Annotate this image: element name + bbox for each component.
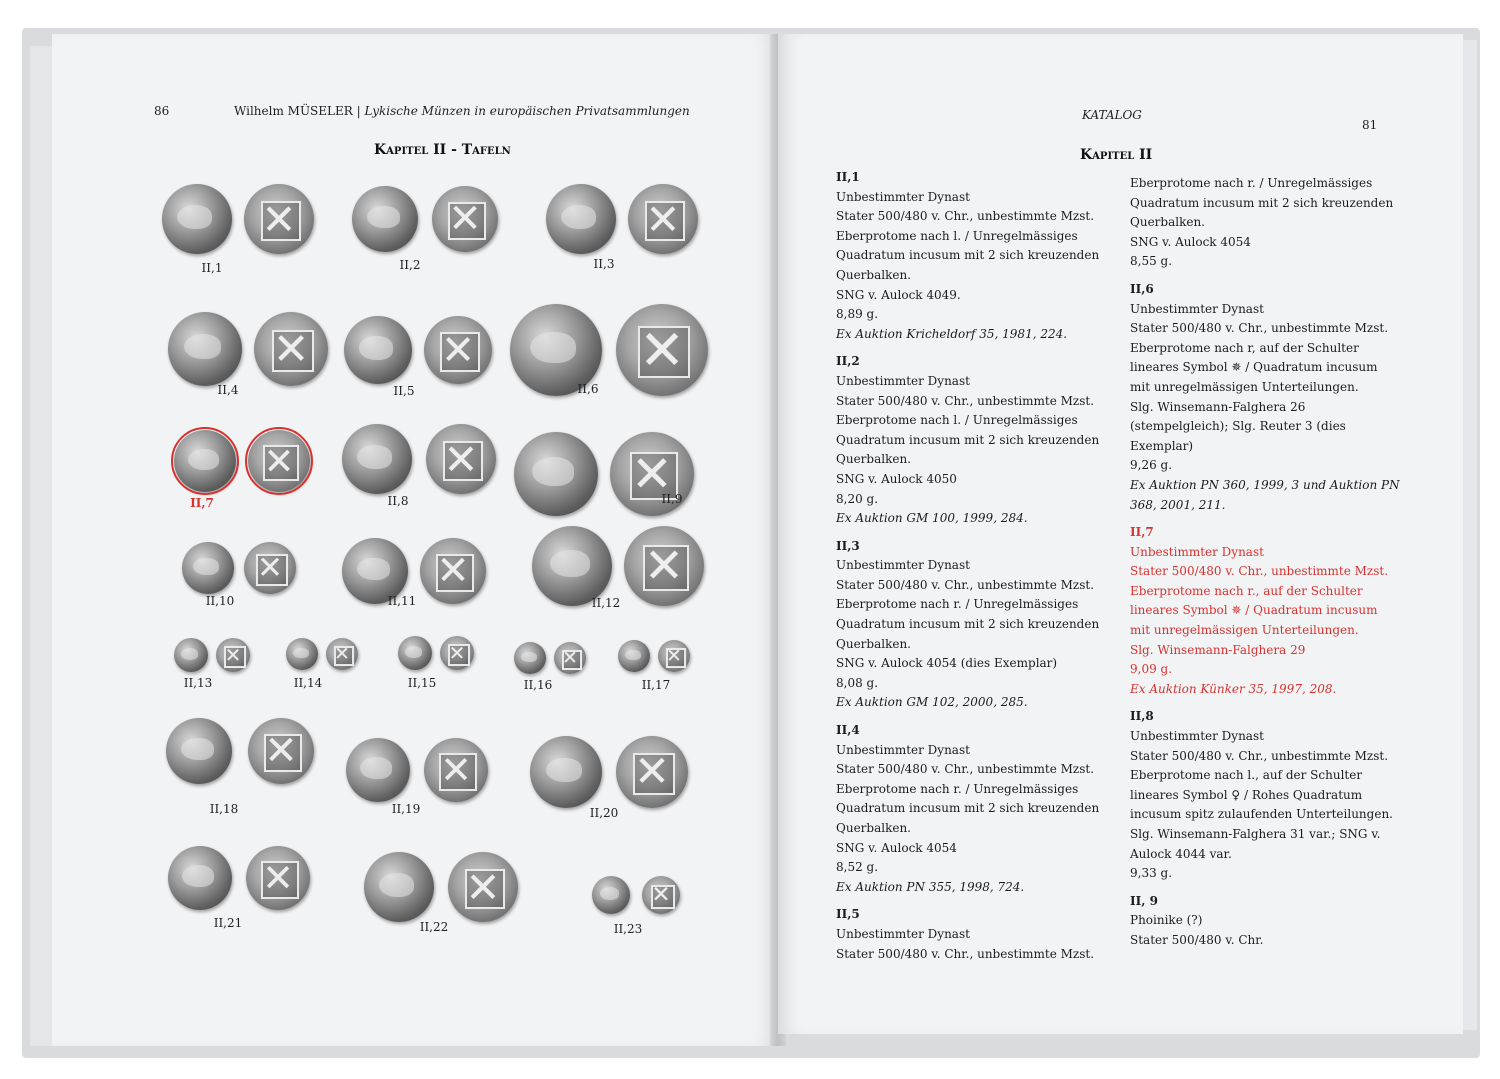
catalog-entry-id: II,8 <box>1130 709 1154 724</box>
coin-obverse-image <box>352 186 418 252</box>
coin-obverse-image <box>514 432 598 516</box>
catalog-entry-line: Unbestimmter Dynast <box>836 558 970 573</box>
coin-label: II,18 <box>209 802 239 816</box>
coin-obverse-image <box>168 312 242 386</box>
coin-label: II,21 <box>213 916 243 930</box>
coin-label: II,9 <box>661 492 683 506</box>
catalog-entry-line: 8,52 g. <box>836 860 879 875</box>
catalog-entry-line: Stater 500/480 v. Chr., unbestimmte Mzst. <box>1130 564 1389 579</box>
coin-obverse-image <box>398 636 432 670</box>
coin-reverse-image <box>616 736 688 808</box>
coin-label: II,20 <box>589 806 619 820</box>
coin-obverse-image <box>364 852 434 922</box>
coin-obverse-image <box>174 638 208 672</box>
coin-reverse-image <box>248 430 310 492</box>
coin-obverse-image <box>514 642 546 674</box>
catalog-entry-line: Unbestimmter Dynast <box>836 373 970 388</box>
coin-label: II,23 <box>613 922 643 936</box>
catalog-entry-provenance: Ex Auktion Künker 35, 1997, 208. <box>1130 681 1337 696</box>
catalog-entry-line: Eberprotome nach r. / Unregelmässiges Quadratum incusum mit 2 sich kreuzenden Querbalken. <box>836 781 1100 835</box>
catalog-entry-line: Unbestimmter Dynast <box>1130 544 1264 559</box>
coin-obverse-image <box>286 638 318 670</box>
catalog-entry-provenance: Ex Auktion GM 100, 1999, 284. <box>836 511 1028 526</box>
catalog-entry-line: Slg. Winsemann-Falghera 31 var.; SNG v. Aulock 4044 var. <box>1130 827 1381 861</box>
coin-label: II,16 <box>523 678 553 692</box>
coin-obverse-image <box>182 542 234 594</box>
catalog-entry <box>836 721 1106 897</box>
catalog-entry-id: II,2 <box>836 354 860 369</box>
coin-reverse-image <box>432 186 498 252</box>
catalog-entry-line: Eberprotome nach r., auf der Schulter lineares Symbol ✵ / Quadratum incusum mit unregelmässigen Unterteilungen. <box>1130 583 1378 638</box>
catalog-entry-provenance: Ex Auktion PN 360, 1999, 3 und Auktion PN 368, 2001, 211. <box>1130 477 1400 512</box>
coin-reverse-image <box>248 718 314 784</box>
catalog-entry-line: Stater 500/480 v. Chr. <box>1130 932 1264 947</box>
catalog-entry-line: Stater 500/480 v. Chr., unbestimmte Mzst. <box>836 393 1095 408</box>
catalog-entry-line: Eberprotome nach l. / Unregelmässiges Quadratum incusum mit 2 sich kreuzenden Querbalken. <box>836 413 1100 467</box>
catalog-entry-line: 8,55 g. <box>1130 254 1173 269</box>
catalog-entry-provenance: Ex Auktion Kricheldorf 35, 1981, 224. <box>836 326 1068 341</box>
catalog-entry-line: Stater 500/480 v. Chr., unbestimmte Mzst. <box>1130 321 1389 336</box>
coin-label: II,3 <box>593 257 615 271</box>
catalog-title: Kapitel II <box>1080 147 1153 163</box>
catalog-entry-line: Stater 500/480 v. Chr., unbestimmte Mzst. <box>1130 748 1389 763</box>
coin-reverse-image <box>426 424 496 494</box>
catalog-header: KATALOG <box>1082 108 1142 122</box>
catalog-entry-line: Slg. Winsemann-Falghera 29 <box>1130 642 1306 657</box>
catalog-entry-line: SNG v. Aulock 4050 <box>836 471 957 486</box>
coin-reverse-image <box>658 640 690 672</box>
plates-title: Kapitel II - Tafeln <box>374 142 511 158</box>
coin-reverse-image <box>246 846 310 910</box>
catalog-entry-line: Unbestimmter Dynast <box>836 742 970 757</box>
coin-obverse-image <box>530 736 602 808</box>
coin-obverse-image <box>546 184 616 254</box>
catalog-entry-provenance: Ex Auktion PN 355, 1998, 724. <box>836 879 1025 894</box>
catalog-entry-id: II,5 <box>836 907 860 922</box>
catalog-entry-line: 8,08 g. <box>836 675 879 690</box>
catalog-entry-line: SNG v. Aulock 4049. <box>836 287 961 302</box>
coin-reverse-image <box>244 184 314 254</box>
coin-label: II,1 <box>201 261 223 275</box>
right-page-number: 81 <box>1362 118 1378 132</box>
catalog-entry-line: Eberprotome nach r. / Unregelmässiges Quadratum incusum mit 2 sich kreuzenden Querbalken. <box>836 597 1100 651</box>
coin-reverse-image <box>554 642 586 674</box>
catalog-entry-id: II,7 <box>1130 525 1154 540</box>
coin-obverse-image <box>532 526 612 606</box>
catalog-entry-line: Eberprotome nach l. / Unregelmässiges Quadratum incusum mit 2 sich kreuzenden Querbalken. <box>836 228 1100 282</box>
coin-label: II,14 <box>293 676 323 690</box>
left-page-number: 86 <box>154 104 170 118</box>
header-title: Lykische Münzen in europäischen Privatsammlungen <box>364 104 690 118</box>
coin-label: II,5 <box>393 384 415 398</box>
catalog-entry-id: II,1 <box>836 170 860 184</box>
catalog-entry-line: Eberprotome nach r. / Unregelmässiges Quadratum incusum mit 2 sich kreuzenden Querbalken. <box>1130 176 1394 230</box>
catalog-entry-line: 9,26 g. <box>1130 458 1173 473</box>
catalog-entry <box>1130 707 1400 883</box>
coin-reverse-image <box>642 876 680 914</box>
coin-obverse-image <box>166 718 232 784</box>
catalog-entry-line: 9,09 g. <box>1130 662 1173 677</box>
coin-reverse-image <box>326 638 358 670</box>
coin-reverse-image <box>424 738 488 802</box>
catalog-entry-id: II,6 <box>1130 281 1154 296</box>
left-page-header <box>234 104 690 118</box>
catalog-entry <box>1130 174 1400 272</box>
catalog-entry <box>1130 892 1400 951</box>
coin-label: II,10 <box>205 594 235 608</box>
coin-obverse-image <box>162 184 232 254</box>
coin-label: II,12 <box>591 596 621 610</box>
catalog-entry-line: SNG v. Aulock 4054 <box>1130 234 1251 249</box>
catalog-entry-line: SNG v. Aulock 4054 <box>836 840 957 855</box>
coin-obverse-image <box>346 738 410 802</box>
catalog-entry-id: II,3 <box>836 538 860 553</box>
catalog-entry <box>1130 280 1400 515</box>
catalog-entry-line: SNG v. Aulock 4054 (dies Exemplar) <box>836 656 1058 671</box>
left-page <box>52 34 777 1046</box>
catalog-entry <box>836 537 1106 713</box>
catalog-entry-line: Unbestimmter Dynast <box>836 926 970 941</box>
coin-obverse-image <box>342 424 412 494</box>
coin-label: II,22 <box>419 920 449 934</box>
catalog-entry-line: Stater 500/480 v. Chr., unbestimmte Mzst. <box>836 946 1095 961</box>
coin-obverse-image <box>592 876 630 914</box>
catalog-entry-line: Slg. Winsemann-Falghera 26 (stempelgleich); Slg. Reuter 3 (dies Exemplar) <box>1130 399 1346 453</box>
coin-obverse-image <box>174 430 236 492</box>
catalog-entry-id: II,4 <box>836 723 860 738</box>
catalog-entry <box>836 168 1106 344</box>
coin-reverse-image <box>616 304 708 396</box>
coin-label: II,11 <box>387 594 417 608</box>
catalog-entry-line: Stater 500/480 v. Chr., unbestimmte Mzst. <box>836 762 1095 777</box>
coin-reverse-image <box>244 542 296 594</box>
coin-label: II,19 <box>391 802 421 816</box>
coin-label: II,4 <box>217 383 239 397</box>
header-author: Wilhelm MÜSELER | <box>234 104 361 118</box>
coin-obverse-image <box>344 316 412 384</box>
coin-reverse-image <box>624 526 704 606</box>
coin-label: II,2 <box>399 258 421 272</box>
catalog-entry-line: Eberprotome nach r, auf der Schulter lineares Symbol ✵ / Quadratum incusum mit unregelmässigen Unterteilungen. <box>1130 340 1378 394</box>
catalog-entry-line: Unbestimmter Dynast <box>1130 301 1264 316</box>
coin-obverse-image <box>168 846 232 910</box>
catalog-entry-line: 8,89 g. <box>836 307 879 322</box>
coin-reverse-image <box>448 852 518 922</box>
catalog-entry-line: 9,33 g. <box>1130 866 1173 881</box>
catalog-column-2 <box>1130 174 1400 959</box>
coin-reverse-image <box>440 636 474 670</box>
right-page <box>778 34 1463 1034</box>
catalog-entry <box>836 905 1106 964</box>
coin-obverse-image <box>618 640 650 672</box>
catalog-entry-line: Phoinike (?) <box>1130 913 1203 928</box>
coin-label: II,15 <box>407 676 437 690</box>
coin-label: II,13 <box>183 676 213 690</box>
coin-reverse-image <box>424 316 492 384</box>
catalog-entry-line: Stater 500/480 v. Chr., unbestimmte Mzst. <box>836 209 1095 224</box>
catalog-entry-provenance: Ex Auktion GM 102, 2000, 285. <box>836 695 1028 710</box>
coin-label: II,7 <box>190 496 214 510</box>
coin-label: II,6 <box>577 382 599 396</box>
catalog-column-1 <box>836 168 1106 972</box>
coin-label: II,8 <box>387 494 409 508</box>
coin-reverse-image <box>216 638 250 672</box>
catalog-entry <box>1130 523 1400 699</box>
coin-label: II,17 <box>641 678 671 692</box>
coin-reverse-image <box>254 312 328 386</box>
catalog-entry-line: Unbestimmter Dynast <box>836 189 970 204</box>
catalog-entry-line: Stater 500/480 v. Chr., unbestimmte Mzst. <box>836 577 1095 592</box>
catalog-entry-line: 8,20 g. <box>836 491 879 506</box>
catalog-entry-line: Unbestimmter Dynast <box>1130 729 1264 744</box>
catalog-entry-id: II, 9 <box>1130 893 1158 908</box>
catalog-entry-line: Eberprotome nach l., auf der Schulter lineares Symbol ♀ / Rohes Quadratum incusum spitz zulaufenden Unterteilungen. <box>1130 768 1393 822</box>
coin-reverse-image <box>628 184 698 254</box>
catalog-entry <box>836 352 1106 528</box>
